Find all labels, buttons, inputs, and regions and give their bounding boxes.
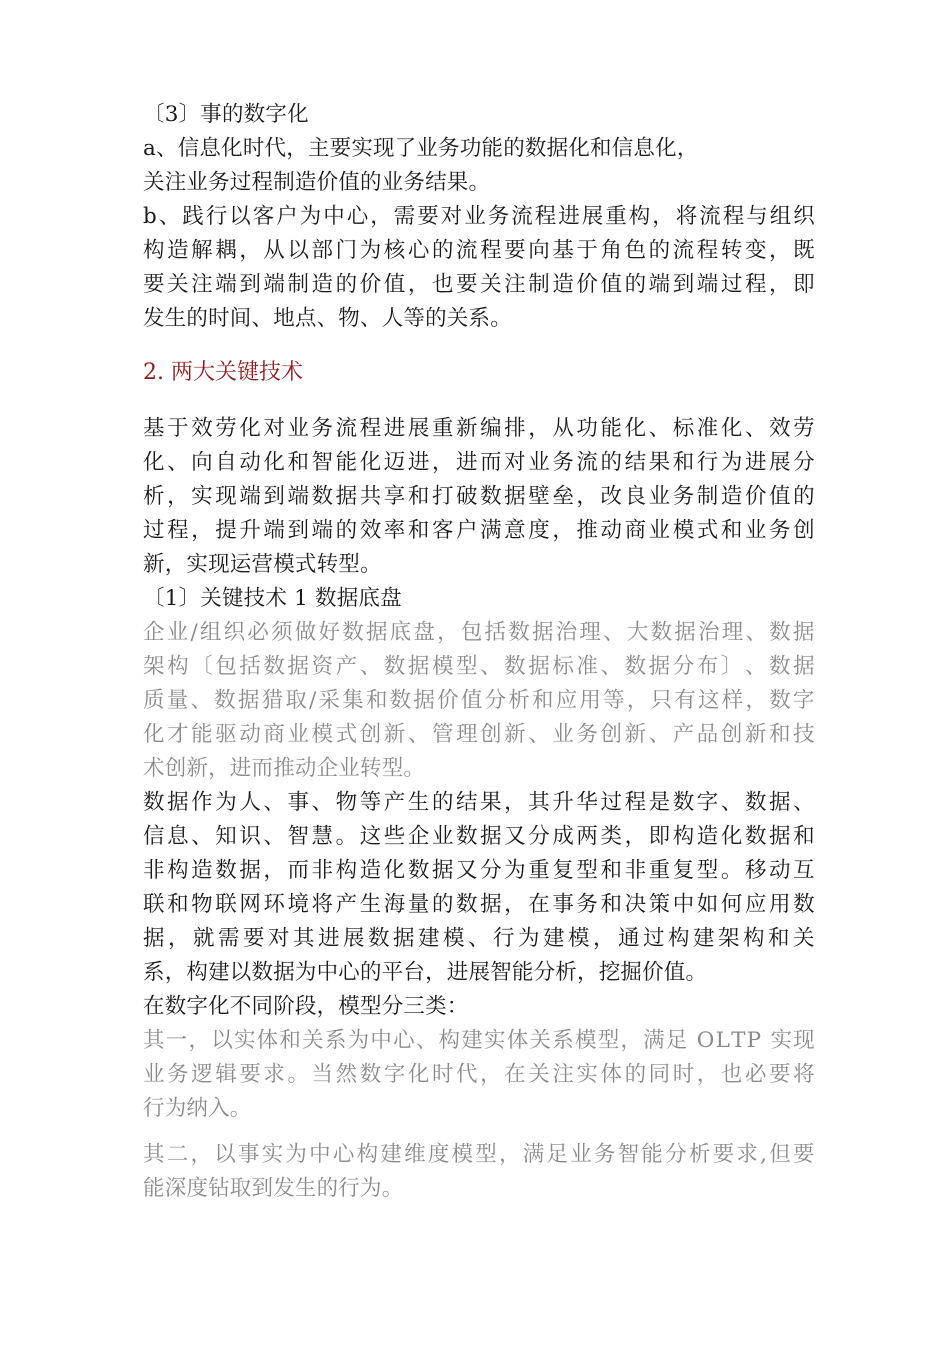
paragraph-spacer xyxy=(143,1126,815,1138)
data-paragraph-line: 数 据 作 为 人 、 事 、 物 等 产 生 的 结 果 ， 其 升 华 过 程 是 数 字 、 数 据 、 xyxy=(143,790,815,815)
section-3-item-b-line-1: b 、 践 行 以 客 户 为 中 心 ， 需 要 对 业 务 流 程 进 展 重 构 ， 将 流 程 与 组 织 xyxy=(143,204,815,229)
intro-paragraph-line: 析 ， 实 现 端 到 端 数 据 共 享 和 打 破 数 据 壁 垒 ， 改 良 业 务 制 造 价 值 的 xyxy=(143,484,815,509)
model-intro: 在数字化不同阶段，模型分三类： xyxy=(143,994,469,1019)
tech-1-title: 〔1〕关键技术 1 数据底盘 xyxy=(143,586,402,611)
tech-1-paragraph-line: 术创新，进而推动企业转型。 xyxy=(143,756,426,781)
section-3-item-a-line-2: 关注业务过程制造价值的业务结果。 xyxy=(143,170,491,195)
section-3-item-b-line-3: 要 关 注 端 到 端 制 造 的 价 值 ， 也 要 关 注 制 造 价 值 的 端 到 端 过 程 ， 即 xyxy=(143,272,815,297)
model-2-line: 其 二 ， 以 事 实 为 中 心 构 建 维 度 模 型 ， 满 足 业 务 智 能 分 析 要 求 , 但 要 xyxy=(143,1142,815,1167)
data-paragraph-line: 信 息 、 知 识 、 智 慧 。 这 些 企 业 数 据 又 分 成 两 类 ， 即 构 造 化 数 据 和 xyxy=(143,824,815,849)
intro-paragraph-line: 新，实现运营模式转型。 xyxy=(143,552,382,577)
section-3-item-b-line-4: 发生的时间、地点、物、人等的关系。 xyxy=(143,306,512,331)
data-paragraph-line: 据 ， 就 需 要 对 其 进 展 数 据 建 模 、 行 为 建 模 ， 通 过 构 建 架 构 和 关 xyxy=(143,926,815,951)
model-1-line: 其 一 ， 以 实 体 和 关 系 为 中 心 、 构 建 实 体 关 系 模 型 ， 满 足 O L T P 实 现 xyxy=(143,1028,815,1053)
data-paragraph-line: 非 构 造 数 据 ， 而 非 构 造 化 数 据 又 分 为 重 复 型 和 非 重 复 型 。 移 动 互 xyxy=(143,858,815,883)
tech-1-paragraph-line: 质 量 、 数 据 猎 取 / 采 集 和 数 据 价 值 分 析 和 应 用 等 ， 只 有 这 样 ， 数 字 xyxy=(143,688,815,713)
intro-paragraph-line: 过 程 ， 提 升 端 到 端 的 效 率 和 客 户 满 意 度 ， 推 动 商 业 模 式 和 业 务 创 xyxy=(143,518,815,543)
tech-1-paragraph-line: 化 才 能 驱 动 商 业 模 式 创 新 、 管 理 创 新 、 业 务 创 新 、 产 品 创 新 和 技 xyxy=(143,722,815,747)
intro-paragraph-line: 基 于 效 劳 化 对 业 务 流 程 进 展 重 新 编 排 ， 从 功 能 化 、 标 准 化 、 效 劳 xyxy=(143,416,815,441)
model-1-line: 业 务 逻 辑 要 求 。 当 然 数 字 化 时 代 ， 在 关 注 实 体 的 同 时 ， 也 必 要 将 xyxy=(143,1062,815,1087)
section-3-item-b-line-2: 构 造 解 耦 ， 从 以 部 门 为 核 心 的 流 程 要 向 基 于 角 色 的 流 程 转 变 ， 既 xyxy=(143,238,815,263)
section-3-title: 〔3〕事的数字化 xyxy=(143,102,309,127)
data-paragraph-line: 系，构建以数据为中心的平台，进展智能分析，挖掘价值。 xyxy=(143,960,708,985)
section-2-heading: 2. 两大关键技术 xyxy=(143,360,303,385)
tech-1-paragraph-line: 架 构 〔 包 括 数 据 资 产 、 数 据 模 型 、 数 据 标 准 、 数 据 分 布 〕 、 数 据 xyxy=(143,654,815,679)
model-2-line: 能深度钻取到发生的行为。 xyxy=(143,1176,404,1201)
data-paragraph-line: 联 和 物 联 网 环 境 将 产 生 海 量 的 数 据 ， 在 事 务 和 决 策 中 如 何 应 用 数 xyxy=(143,892,815,917)
intro-paragraph-line: 化 、 向 自 动 化 和 智 能 化 迈 进 ， 进 而 对 业 务 流 的 结 果 和 行 为 进 展 分 xyxy=(143,450,815,475)
model-1-line: 行为纳入。 xyxy=(143,1096,252,1121)
tech-1-paragraph-line: 企 业 / 组 织 必 须 做 好 数 据 底 盘 ， 包 括 数 据 治 理 、 大 数 据 治 理 、 数 据 xyxy=(143,620,815,645)
document-body xyxy=(143,98,815,1206)
section-3-item-a-line-1: a、信息化时代，主要实现了业务功能的数据化和信息化， xyxy=(143,136,699,161)
